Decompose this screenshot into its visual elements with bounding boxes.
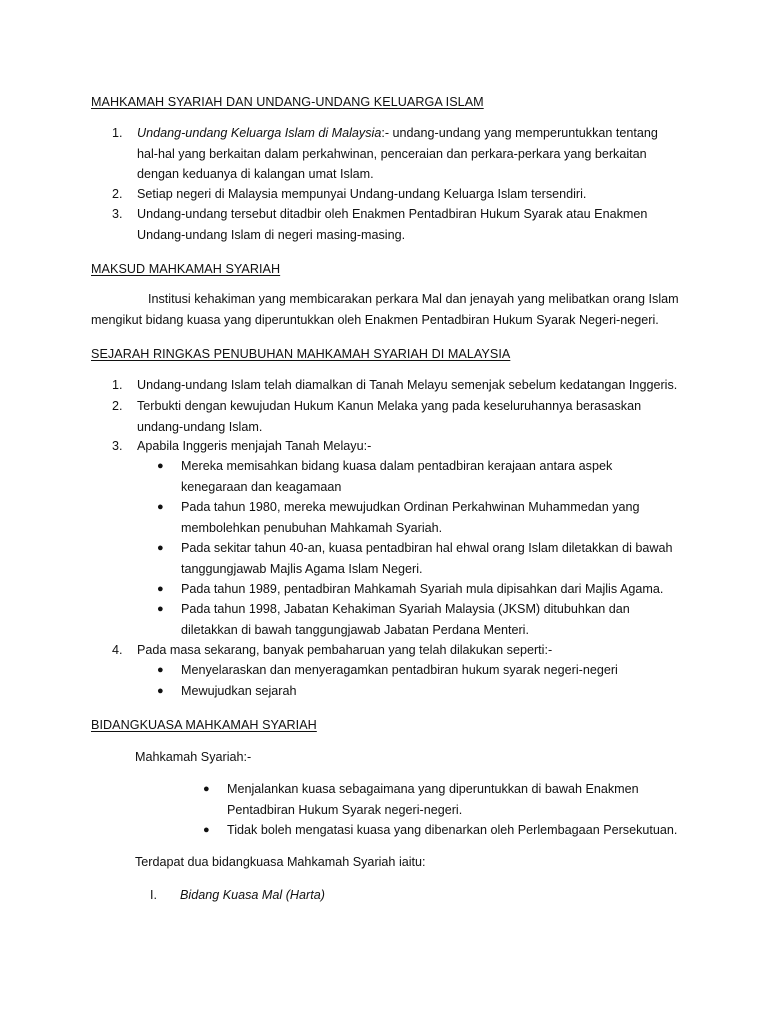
list-item [112,123,682,185]
roman-list-item [150,885,325,906]
section-heading-bidangkuasa: BIDANGKUASA MAHKAMAH SYARIAH [91,718,317,732]
bullet-icon: ● [203,824,210,836]
list-item [112,204,682,245]
mahkamah-label: Mahkamah Syariah:- [135,750,252,764]
bullet-icon: ● [203,783,210,795]
term-italic: Undang-undang Keluarga Islam di Malaysia [137,126,382,140]
bullet-icon: ● [157,542,164,554]
bullet-text: Tidak boleh mengatasi kuasa yang dibenarkan oleh Perlembagaan Persekutuan. [227,823,678,837]
bullet-text: Menyelaraskan dan menyeragamkan pentadbiran hukum syarak negeri-negeri [181,663,618,677]
bullet-icon: ● [157,664,164,676]
bullet-text: Pada sekitar tahun 40-an, kuasa pentadbiran hal ehwal orang Islam diletakkan di bawah tanggungjawab Majlis Agama Islam Negeri. [181,541,673,576]
bullet-item [157,599,637,640]
bullet-item [157,660,677,681]
bullet-item [157,456,637,497]
list-text: Undang-undang Islam telah diamalkan di Tanah Melayu semenjak sebelum kedatangan Inggeris. [137,378,678,392]
bullet-icon: ● [157,603,164,615]
list-text: Apabila Inggeris menjajah Tanah Melayu:- [137,439,372,453]
list-number: 1. [112,378,123,392]
list-number: 3. [112,207,123,221]
bidangkuasa-intro: Terdapat dua bidangkuasa Mahkamah Syariah iaitu: [135,855,426,869]
term-definition: :- undang-undang yang memperuntukkan tentang hal-hal yang berkaitan dalam perkahwinan, penceraian dan perkara-perkara yang berkaitan dengan keduanya di kalangan umat Islam. [137,126,658,181]
list-item [112,184,682,205]
bullet-text: Pada tahun 1989, pentadbiran Mahkamah Syariah mula dipisahkan dari Majlis Agama. [181,582,664,596]
bullet-icon: ● [157,501,164,513]
list-item [112,640,682,661]
list-number: 3. [112,439,123,453]
page-title: MAHKAMAH SYARIAH DAN UNDANG-UNDANG KELUARGA ISLAM [91,95,484,109]
list-text: Undang-undang tersebut ditadbir oleh Enakmen Pentadbiran Hukum Syarak atau Enakmen Undang-undang Islam di negeri masing-masing. [137,207,648,242]
paragraph-line: Institusi kehakiman yang membicarakan perkara Mal dan jenayah yang melibatkan orang Islam [148,292,679,306]
roman-number: I. [150,888,157,902]
bullet-icon: ● [157,685,164,697]
section-heading-sejarah: SEJARAH RINGKAS PENUBUHAN MAHKAMAH SYARIAH DI MALAYSIA [91,347,511,361]
list-text: Setiap negeri di Malaysia mempunyai Undang-undang Keluarga Islam tersendiri. [137,187,587,201]
list-number: 2. [112,399,123,413]
list-number: 1. [112,126,123,140]
bullet-item [157,538,687,579]
bullet-text: Pada tahun 1998, Jabatan Kehakiman Syariah Malaysia (JKSM) ditubuhkan dan diletakkan di bawah tanggungjawab Jabatan Perdana Menteri. [181,602,630,637]
bullet-text: Mereka memisahkan bidang kuasa dalam pentadbiran kerajaan antara aspek kenegaraan dan keagamaan [181,459,613,494]
bullet-text: Menjalankan kuasa sebagaimana yang diperuntukkan di bawah Enakmen Pentadbiran Hukum Syarak negeri-negeri. [227,782,639,817]
list-number: 4. [112,643,123,657]
bullet-item [203,779,653,820]
list-item [112,396,672,437]
roman-text: Bidang Kuasa Mal (Harta) [180,888,325,902]
bullet-item [157,681,677,702]
bullet-item [157,579,687,600]
list-text: Terbukti dengan kewujudan Hukum Kanun Melaka yang pada keseluruhannya berasaskan undang-undang Islam. [137,399,642,434]
section-heading-maksud: MAKSUD MAHKAMAH SYARIAH [91,262,281,276]
paragraph-line: mengikut bidang kuasa yang diperuntukkan oleh Enakmen Pentadbiran Hukum Syarak Negeri-negeri. [91,313,659,327]
list-text: Pada masa sekarang, banyak pembaharuan yang telah dilakukan seperti:- [137,643,553,657]
bullet-item [203,820,683,841]
list-item [112,436,682,457]
bullet-text: Mewujudkan sejarah [181,684,297,698]
bullet-icon: ● [157,460,164,472]
list-item [112,375,712,396]
list-text [137,123,682,185]
list-number: 2. [112,187,123,201]
bullet-text: Pada tahun 1980, mereka mewujudkan Ordinan Perkahwinan Muhammedan yang membolehkan penubuhan Mahkamah Syariah. [181,500,640,535]
bullet-icon: ● [157,583,164,595]
bullet-item [157,497,677,538]
